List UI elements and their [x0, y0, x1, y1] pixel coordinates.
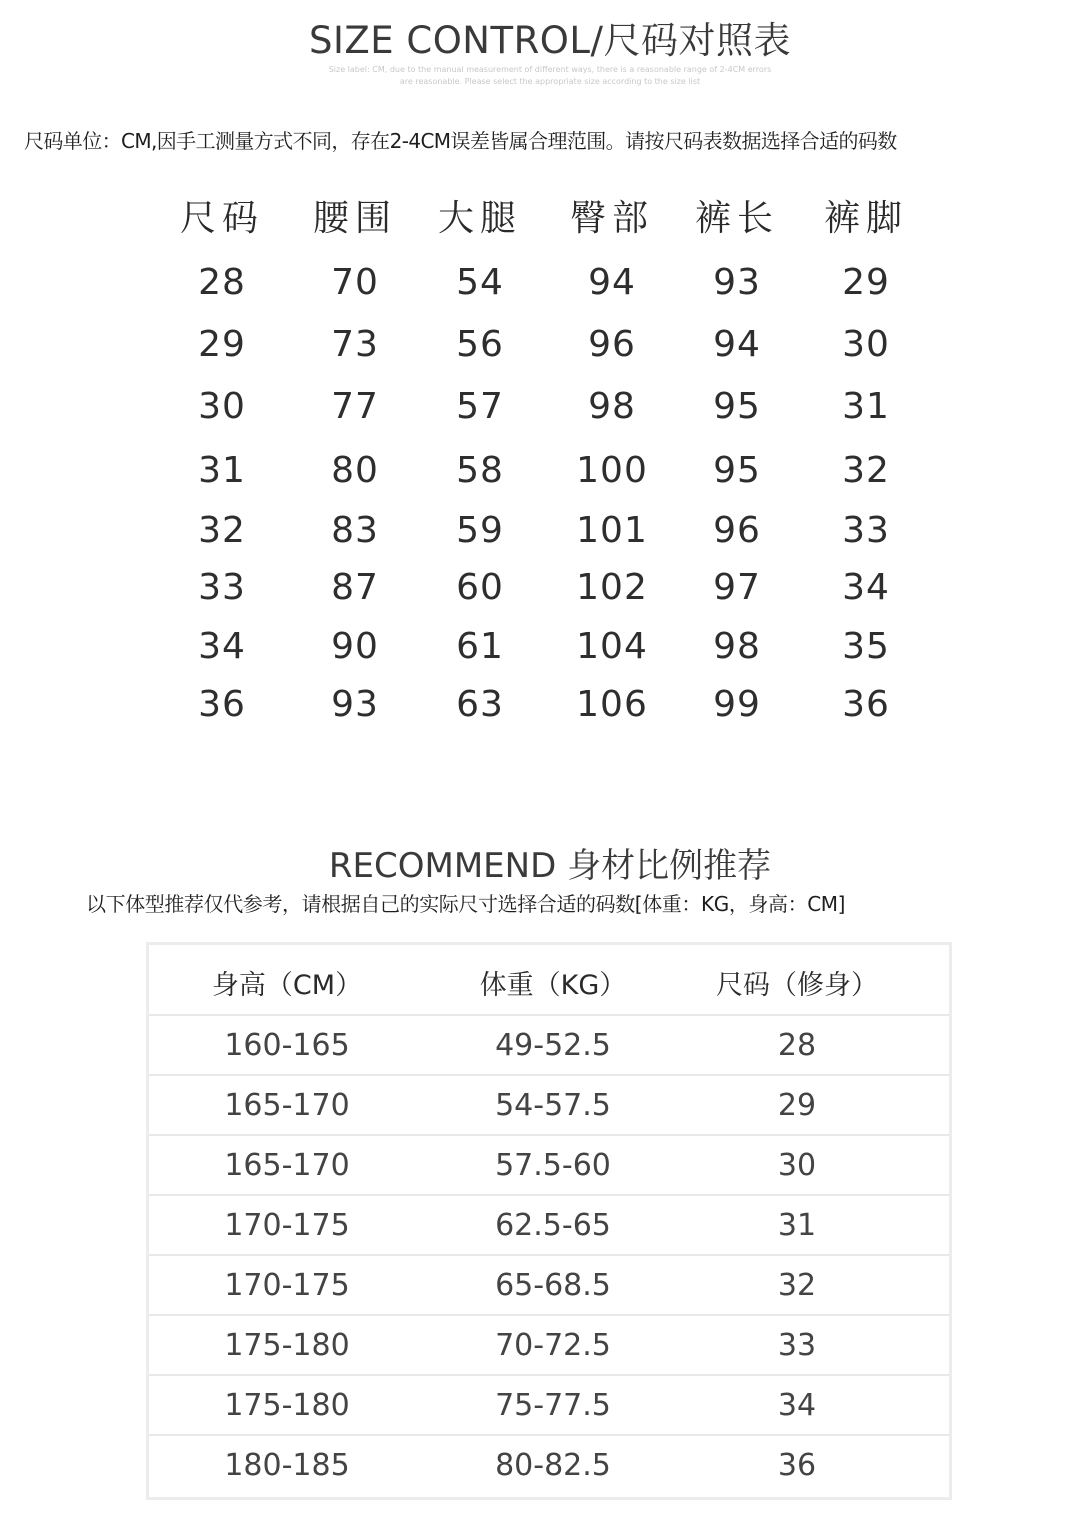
recommend-table-cell: 170-175 — [224, 1268, 350, 1303]
table-row — [149, 1016, 949, 1076]
size-table-cell: 56 — [456, 324, 504, 365]
recommend-table-cell: 165-170 — [224, 1088, 350, 1123]
size-table-cell: 31 — [198, 450, 246, 491]
size-table-cell: 63 — [456, 684, 504, 725]
size-table-cell: 57 — [456, 386, 504, 427]
recommend-table-cell: 70-72.5 — [495, 1328, 611, 1363]
size-table-cell: 102 — [576, 567, 648, 608]
size-unit-note: 尺码单位：CM,因手工测量方式不同，存在2-4CM误差皆属合理范围。请按尺码表数据选择合适的码数 — [24, 129, 897, 153]
size-column-header: 裤长 — [694, 198, 779, 239]
size-table-cell: 28 — [198, 262, 246, 303]
size-column-header: 大腿 — [437, 198, 522, 239]
fine-print-line: Size label: CM, due to the manual measurement of different ways, there is a reasonable range of 2-4CM errors — [328, 65, 772, 74]
recommend-table-cell: 28 — [777, 1028, 817, 1063]
recommend-table-cell: 54-57.5 — [495, 1088, 611, 1123]
recommend-column-header: 体重（KG） — [479, 970, 627, 1001]
recommend-table-cell: 32 — [777, 1268, 817, 1303]
size-table-cell: 106 — [576, 684, 648, 725]
fine-print-note — [250, 64, 850, 88]
size-column-header: 裤脚 — [823, 198, 908, 239]
table-row — [149, 1076, 949, 1136]
size-table-cell: 29 — [842, 262, 890, 303]
recommend-note: 以下体型推荐仅代参考，请根据自己的实际尺寸选择合适的码数[体重：KG，身高：CM] — [86, 892, 846, 916]
table-row — [149, 1136, 949, 1196]
recommend-table-cell: 175-180 — [224, 1388, 350, 1423]
size-table-cell: 33 — [198, 567, 246, 608]
size-table-cell: 94 — [588, 262, 636, 303]
page-title: SIZE CONTROL/尺码对照表 — [308, 19, 792, 62]
size-table-cell: 32 — [198, 510, 246, 551]
size-table-cell: 36 — [198, 684, 246, 725]
table-row — [149, 1316, 949, 1376]
size-column-header: 腰围 — [312, 198, 397, 239]
size-column-header: 臀部 — [569, 198, 654, 239]
size-table-cell: 73 — [331, 324, 379, 365]
recommend-table-cell: 80-82.5 — [495, 1448, 611, 1483]
recommend-table-cell: 165-170 — [224, 1148, 350, 1183]
size-table-cell: 60 — [456, 567, 504, 608]
size-table-cell: 80 — [331, 450, 379, 491]
recommend-table-cell: 29 — [777, 1088, 817, 1123]
recommend-column-header: 尺码（修身） — [716, 970, 878, 1001]
recommend-table-cell: 180-185 — [224, 1448, 350, 1483]
recommend-table-cell: 49-52.5 — [495, 1028, 611, 1063]
size-table-cell: 29 — [198, 324, 246, 365]
table-row — [149, 1196, 949, 1256]
size-table-cell: 61 — [456, 626, 504, 667]
size-table-cell: 101 — [576, 510, 648, 551]
recommend-header-row — [149, 945, 949, 1016]
recommend-table-cell: 62.5-65 — [495, 1208, 611, 1243]
recommend-title: RECOMMEND 身材比例推荐 — [328, 846, 772, 886]
size-table-cell: 98 — [713, 626, 761, 667]
recommend-table-cell: 31 — [777, 1208, 817, 1243]
size-table-cell: 95 — [713, 450, 761, 491]
recommend-table-cell: 57.5-60 — [495, 1148, 611, 1183]
recommend-table-cell: 33 — [777, 1328, 817, 1363]
size-table-cell: 32 — [842, 450, 890, 491]
recommend-table-cell: 170-175 — [224, 1208, 350, 1243]
size-table-cell: 95 — [713, 386, 761, 427]
size-column-header: 尺码 — [179, 198, 264, 239]
size-table-cell: 34 — [198, 626, 246, 667]
size-table-cell: 94 — [713, 324, 761, 365]
size-table-cell: 35 — [842, 626, 890, 667]
size-table-cell: 30 — [198, 386, 246, 427]
size-table-cell: 104 — [576, 626, 648, 667]
size-table-cell: 77 — [331, 386, 379, 427]
recommend-table-cell: 36 — [777, 1448, 817, 1483]
table-row — [149, 1256, 949, 1316]
size-table-cell: 31 — [842, 386, 890, 427]
size-table-cell: 59 — [456, 510, 504, 551]
size-table-cell: 83 — [331, 510, 379, 551]
size-table-cell: 34 — [842, 567, 890, 608]
size-table-cell: 30 — [842, 324, 890, 365]
size-table-cell: 54 — [456, 262, 504, 303]
recommend-table — [146, 942, 952, 1500]
size-table-cell: 99 — [713, 684, 761, 725]
recommend-table-cell: 30 — [777, 1148, 817, 1183]
table-row — [149, 1436, 949, 1494]
size-table-cell: 58 — [456, 450, 504, 491]
size-table-cell: 93 — [713, 262, 761, 303]
table-row — [149, 1376, 949, 1436]
fine-print-line: are reasonable. Please select the appropriate size according to the size list — [399, 77, 701, 86]
size-table-cell: 96 — [713, 510, 761, 551]
size-table-cell: 97 — [713, 567, 761, 608]
recommend-table-cell: 175-180 — [224, 1328, 350, 1363]
recommend-table-cell: 75-77.5 — [495, 1388, 611, 1423]
recommend-table-cell: 160-165 — [224, 1028, 350, 1063]
size-table-cell: 98 — [588, 386, 636, 427]
size-table-cell: 87 — [331, 567, 379, 608]
size-table-cell: 70 — [331, 262, 379, 303]
size-table-cell: 36 — [842, 684, 890, 725]
size-table-cell: 90 — [331, 626, 379, 667]
size-table-cell: 96 — [588, 324, 636, 365]
recommend-table-cell: 34 — [777, 1388, 817, 1423]
size-table-cell: 33 — [842, 510, 890, 551]
recommend-column-header: 身高（CM） — [211, 970, 363, 1001]
size-table-cell: 93 — [331, 684, 379, 725]
size-table-cell: 100 — [576, 450, 648, 491]
recommend-table-cell: 65-68.5 — [495, 1268, 611, 1303]
